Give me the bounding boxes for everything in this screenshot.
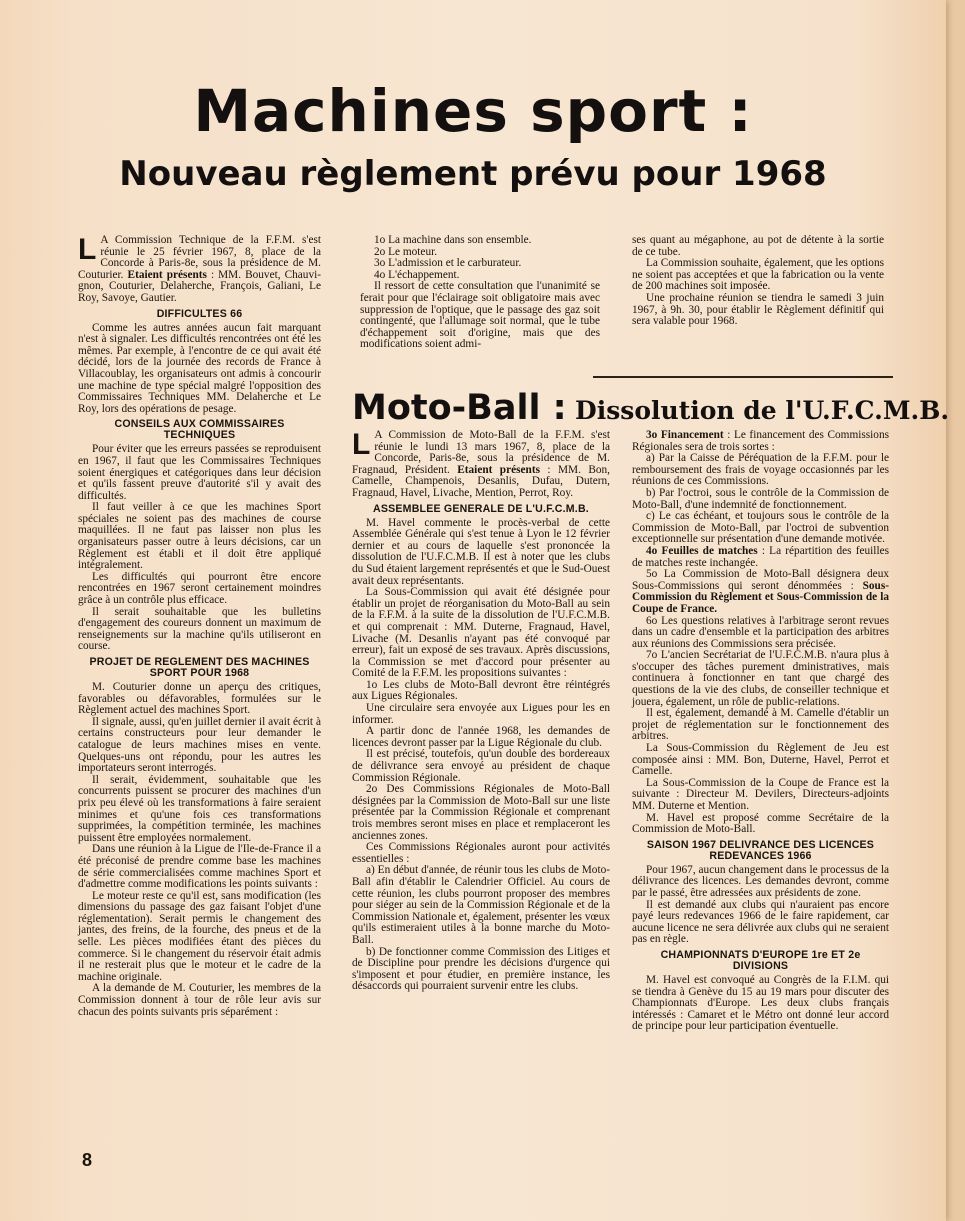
paragraph: a) Par la Caisse de Péréquation de la F.F.M. pour le remboursement des frais de voyage occasionnés par les réunions de ces Commissions. [632, 452, 889, 488]
section-heading-saison: SAISON 1967 DELIVRANCE DES LICENCES REDEVANCES 1966 [646, 838, 875, 862]
paragraph: A la demande de M. Couturier, les membres de la Commission donnent à tour de rôle leur avis sur chacun des points suivants pris séparément : [78, 982, 321, 1018]
paragraph: A partir donc de l'année 1968, les demandes de licences devront passer par la Ligue Régionale du club. [352, 725, 610, 749]
paragraph: 2o Des Commissions Régionales de Moto-Ball désignées par la Commission de Moto-Ball sur une liste présentée par la Commission Régionale et comprenant trois membres seront mises en place et remplaceront les anciennes zones. [352, 783, 610, 842]
article1-column3 [632, 235, 884, 328]
present-label: Etaient présents [127, 268, 207, 281]
page-number: 8 [82, 1150, 93, 1170]
section-heading-projet: PROJET DE REGLEMENT DES MACHINES SPORT POUR 1968 [89, 656, 310, 679]
paragraph: 1o Les clubs de Moto-Ball devront être réintégrés aux Ligues Régionales. [352, 678, 610, 703]
section-heading-difficultes: DIFFICULTES 66 [156, 307, 243, 320]
section-heading-assemblee: ASSEMBLEE GENERALE DE L'U.F.C.M.B. [373, 502, 589, 515]
main-title: Machines sport : [193, 77, 753, 145]
main-subtitle: Nouveau règlement prévu pour 1968 [119, 154, 827, 194]
paragraph: Une prochaine réunion se tiendra le samedi 3 juin 1967, à 9h. 30, pour établir le Règlement définitif qui sera valable pour 1968. [632, 291, 884, 328]
paragraph: La Commission souhaite, également, que les options ne soient pas acceptées et que la fabrication ou la vente de 200 machines soit imposée. [632, 257, 884, 293]
section-divider [593, 376, 893, 378]
paragraph: La Sous-Commission qui avait été désignée pour établir un projet de réorganisation du Moto-Ball au sein de la F.F.M. à la suite de la dissolution de l'U.F.C.M.B. et qui comprenait : MM. Duterne, Fragnaud, Havel, Livache (M. Desanlis n'ayant pas été convoqué par erreur), fait un exposé de ses travaux. Après discussions, la Commission se met d'accord pour présenter au Comité de la F.F.M. les propositions suivantes : [352, 586, 610, 680]
paragraph: M. Havel est convoqué au Congrès de la F.I.M. qui se tiendra à Genève du 15 au 19 mars pour discuter des Championnats d'Europe. Les deux clubs français intéressés : Camaret et le Métro ont donné leur accord de principe pour leur participation éventuelle. [632, 973, 889, 1033]
paragraph: Ces Commissions Régionales auront pour activités essentielles : [352, 841, 610, 865]
paragraph: Pour 1967, aucun changement dans le processus de la délivrance des licences. Les demandes devront, comme par le passé, être adressées aux présidents de zone. [632, 863, 889, 899]
paragraph: 7o L'ancien Secrétariat de l'U.F.C.M.B. n'aura plus à s'occuper des tâches purement dministratives, mais continuera à fonctionner en tant que chargé des questions de la vie des clubs, de conseiller technique et jouera, également, un rôle de public-relations. [632, 649, 889, 708]
paragraph: Les difficultés qui pourront être encore rencontrées en 1967 seront certainement moindres grâce à un contrôle plus efficace. [78, 570, 321, 607]
paragraph: Une circulaire sera envoyée aux Ligues pour les en informer. [352, 702, 610, 726]
paragraph: Il ressort de cette consultation que l'unanimité se ferait pour que l'éclairage soit obligatoire mais avec suppression de l'optique, que le passage des gaz soit contingenté, que l'allumage soit normal, que le tube d'échappement soit d'origine, mais que des modifications soient admi- [360, 280, 600, 351]
paragraph: M. Couturier donne un aperçu des critiques, favorables ou défavorables, formulées sur le Règlement actuel des machines Sport. [78, 681, 321, 717]
dropcap: L [78, 233, 97, 266]
paragraph: ses quant au mégaphone, au pot de détente à la sortie de ce tube. [632, 234, 884, 258]
list-item: 1o La machine dans son ensemble. [374, 234, 532, 246]
paragraph: 4o Feuilles de matches : La répartition des feuilles de matches reste inchangée. [632, 544, 889, 569]
motoball-title [352, 386, 949, 433]
paragraph: Pour éviter que les erreurs passées se reproduisent en 1967, il faut que les Commissaires Techniques soient énergiques et catégoriques dans leur décision et qu'ils fassent preuve d'autorité s'il y avait des difficultés. [78, 443, 321, 502]
paragraph: Il est, également, demandé à M. Camelle d'établir un projet de réglementation sur le fonctionnement des arbitres. [632, 707, 889, 743]
paragraph: La Sous-Commission du Règlement de Jeu est composée ainsi : MM. Bon, Duterne, Havel, Perrot et Camelle. [632, 742, 889, 778]
motoball-title-sub: Dissolution de l'U.F.C.M.B. [575, 396, 950, 425]
paragraph: Il serait, évidemment, souhaitable que les concurrents puissent se procurer des machines d'un prix peu élevé où les transformations à faire seraient minimes et qu'une fois ces transformations supprimées, la compétition terminée, les machines puissent être employées normalement. [78, 773, 321, 844]
article1-column2 [360, 235, 600, 351]
paragraph: Dans une réunion à la Ligue de l'Ile-de-France il a été préconisé de prendre comme base les machines de série commercialisées comme machines Sport et d'admettre comme modifications les points suivants : [78, 843, 321, 891]
paragraph: Il est précisé, toutefois, qu'un double des bordereaux de délivrance sera envoyé au président de chaque Commission Régionale. [352, 748, 610, 784]
paragraph: b) De fonctionner comme Commission des Litiges et de Discipline pour prendre les décisions d'urgence qui s'imposent et pour étudier, en première instance, les désaccords qui pourraient survenir entre les clubs. [352, 945, 610, 993]
paragraph: M. Havel est proposé comme Secrétaire de la Commission de Moto-Ball. [632, 811, 889, 836]
present-label: Etaient présents [457, 463, 540, 476]
paragraph: Le moteur reste ce qu'il est, sans modification (les dimensions du passage des gaz faisant l'objet d'une réglementation). Serait permis le changement des jantes, des freins, de la fourche, des pneus et de la selle. Les pièces modifiées étant des pièces du commerce. Si le changement du réservoir était admis il ne resterait plus que le moteur et le cadre de la machine originale. [78, 889, 321, 983]
paragraph: 6o Les questions relatives à l'arbitrage seront revues dans un cadre d'ensemble et la participation des arbitres aux réunions des Commissions sera précisée. [632, 614, 889, 650]
list-item: 3o L'admission et le carburateur. [374, 257, 522, 270]
paragraph: Comme les autres années aucun fait marquant n'est à signaler. Les difficultés rencontrées ont été les mêmes. Par exemple, à l'encontre de ce qui avait été décidé, lors de la journée des records de France à Villacoublay, les organisateurs ont admis à concourir une machine de type spécial malgré l'opposition des Commissaires Techniques MM. Delaherche et Le Roy, lors des opérations de pesage. [78, 321, 321, 415]
motoball-title-main: Moto-Ball : [352, 388, 567, 428]
intro-paragraph: L A Commission de Moto-Ball de la F.F.M. s'est réunie le lundi 13 mars 1967, 8, place de la Concorde, Paris-8e, sous la présidence de M. Fragnaud, Président. Etaient présents : MM. Bon, Camelle, Champenois, Desanlis, Dufau, Dutern, Fragnaud, Havel, Livache, Mention, Perrot, Roy. [352, 428, 610, 499]
motoball-column1 [352, 430, 610, 993]
list-item: 2o Le moteur. [374, 245, 438, 258]
paragraph: c) Le cas échéant, et toujours sous le contrôle de la Commission de Moto-Ball, par l'octroi de subvention exceptionnelle sur présentation d'une demande motivée. [632, 510, 889, 546]
section-heading-championnats: CHAMPIONNATS D'EUROPE 1re ET 2e DIVISIONS [660, 948, 861, 972]
paragraph: Il serait souhaitable que les bulletins d'engagement des coureurs donnent un maximum de renseignements sur la machine qu'ils utiliseront en course. [78, 605, 321, 653]
paragraph: a) En début d'année, de réunir tous les clubs de Moto-Ball afin d'établir le Calendrier Officiel. Au cours de cette réunion, les clubs pourront proposer des membres pour siéger au sein de la Commission Régionale et de la Commission Nationale et, également, présenter les vœux qu'ils estimeraient utiles à la bonne marche du Moto-Ball. [352, 864, 610, 946]
paragraph: 3o Financement : Le financement des Commissions Régionales sera de trois sortes : [632, 429, 889, 453]
paragraph: M. Havel commente le procès-verbal de cette Assemblée Générale qui s'est tenue à Lyon le 12 février dernier et au cours de laquelle s'est prononcée la dissolution de l'U.F.C.M.B. Il est à noter que les clubs du Sud étaient largement représentés et que le Sud-Ouest avait deux représentants. [352, 516, 610, 587]
article1-column1 [78, 235, 321, 1018]
paragraph: La Sous-Commission de la Coupe de France est la suivante : Directeur M. Devilers, Directeurs-adjoints MM. Duterne et Mention. [632, 776, 889, 812]
section-heading-conseils: CONSEILS AUX COMMISSAIRES TECHNIQUES [114, 418, 285, 442]
paragraph: b) Par l'octroi, sous le contrôle de la Commission de Moto-Ball, d'une indemnité de fonctionnement. [632, 486, 889, 511]
dropcap: L [352, 428, 371, 461]
paragraph: Il est demandé aux clubs qui n'auraient pas encore payé leurs redevances 1966 de le faire rapidement, car aucune licence ne sera délivrée aux clubs qui ne seraient pas en règle. [632, 898, 889, 946]
list-item: 4o L'échappement. [374, 268, 460, 281]
intro-paragraph: L A Commission Technique de la F.F.M. s'est réunie le 25 février 1967, 8, place de la Concorde à Paris-8e, sous la présidence de M. Couturier. Etaient présents : MM. Bouvet, Chauvi-gnon, Couturier, Delaherche, François, Galiani, Le Roy, Savoye, Gautier. [78, 233, 321, 304]
paragraph: Il faut veiller à ce que les machines Sport spéciales ne soient pas des machines de course maquillées. Il ne faut pas laisser non plus les organisateurs passer outre à leurs décisions, car un Règlement est établi et il doit être appliqué intégralement. [78, 501, 321, 572]
motoball-column2 [632, 430, 889, 1033]
paragraph: Il signale, aussi, qu'en juillet dernier il avait écrit à certains constructeurs pour leur demander le catalogue de leurs machines mises en vente. Quelques-uns ont répondu, pour les autres les importateurs seront interrogés. [78, 715, 321, 775]
paragraph: 5o La Commission de Moto-Ball désignera deux Sous-Commissions qui seront dénommées : Sous-Commission du Règlement et Sous-Commission de la Coupe de France. [632, 568, 889, 615]
